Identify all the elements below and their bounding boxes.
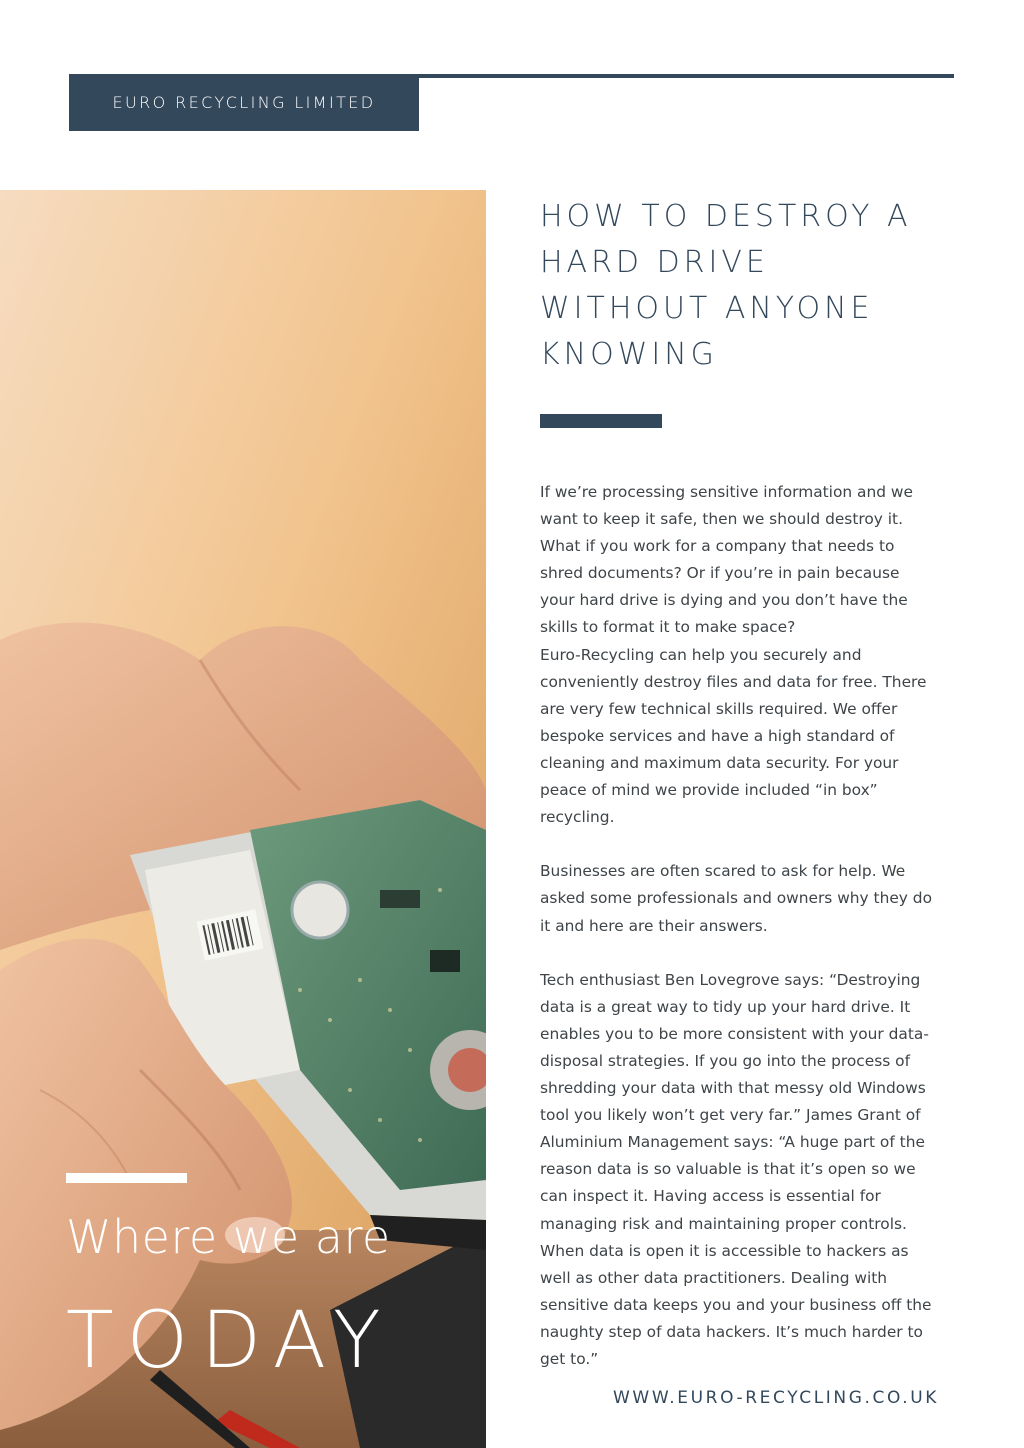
text-line: are very few technical skills required. We offer bbox=[540, 699, 898, 718]
text-line: When data is open it is accessible to hackers as bbox=[540, 1241, 909, 1260]
text-line: What if you work for a company that needs to bbox=[540, 537, 895, 556]
text-line: get to.” bbox=[540, 1350, 599, 1368]
text-line: peace of mind we provide included “in box” bbox=[540, 781, 878, 800]
paragraph-1 bbox=[540, 479, 960, 831]
text-line: skills to format it to make space? bbox=[540, 618, 796, 637]
text-line: shredding your data with that messy old Windows bbox=[540, 1079, 926, 1098]
text-line: shred documents? Or if you’re in pain because bbox=[540, 564, 900, 583]
brand-name: EURO RECYCLING LIMITED bbox=[112, 93, 376, 112]
headline-line: WITHOUT ANYONE bbox=[540, 291, 874, 326]
headline-line: HARD DRIVE bbox=[540, 245, 769, 280]
paragraph-gap bbox=[540, 831, 960, 858]
hero-rule bbox=[66, 1173, 187, 1183]
text-line: can inspect it. Having access is essential for bbox=[540, 1187, 881, 1206]
text-line: want to keep it safe, then we should destroy it. bbox=[540, 510, 903, 529]
hero-title: TODAY bbox=[66, 1296, 394, 1386]
text-line: tool you likely won’t get very far.” James Grant of bbox=[540, 1106, 921, 1125]
headline-line: HOW TO DESTROY A bbox=[540, 199, 912, 234]
text-line: data is a great way to tidy up your hard drive. It bbox=[540, 997, 911, 1016]
text-line: it and here are their answers. bbox=[540, 916, 768, 935]
text-line: disposal strategies. If you go into the process of bbox=[540, 1051, 910, 1070]
article-body bbox=[540, 479, 960, 1373]
text-line: your hard drive is dying and you don’t have the bbox=[540, 591, 908, 610]
article-headline bbox=[540, 194, 970, 378]
headline-line: KNOWING bbox=[540, 337, 718, 372]
text-line: Euro-Recycling can help you securely and bbox=[540, 645, 862, 664]
website-link[interactable]: WWW.EURO-RECYCLING.CO.UK bbox=[613, 1388, 940, 1408]
text-line: reason data is so valuable is that it’s open so we bbox=[540, 1160, 916, 1179]
text-line: managing risk and maintaining proper controls. bbox=[540, 1214, 907, 1233]
text-line: recycling. bbox=[540, 808, 615, 827]
text-line: sensitive data keeps you and your business off the bbox=[540, 1295, 932, 1314]
paragraph-3 bbox=[540, 967, 960, 1373]
paragraph-gap bbox=[540, 940, 960, 967]
text-line: bespoke services and have a high standard of bbox=[540, 726, 895, 745]
text-line: asked some professionals and owners why they do bbox=[540, 889, 932, 908]
text-line: enables you to be more consistent with your data- bbox=[540, 1024, 929, 1043]
text-line: cleaning and maximum data security. For your bbox=[540, 753, 899, 772]
text-line: If we’re processing sensitive information and we bbox=[540, 483, 913, 501]
hero-subtitle: Where we are bbox=[66, 1210, 391, 1264]
headline-rule bbox=[540, 414, 662, 428]
text-line: Businesses are often scared to ask for help. We bbox=[540, 862, 906, 881]
text-line: well as other data practitioners. Dealing with bbox=[540, 1268, 888, 1287]
text-line: conveniently destroy files and data for free. There bbox=[540, 672, 927, 691]
brand-banner bbox=[69, 74, 419, 131]
text-line: naughty step of data hackers. It’s much harder to bbox=[540, 1322, 923, 1341]
text-line: Aluminium Management says: “A huge part of the bbox=[540, 1133, 925, 1152]
paragraph-2 bbox=[540, 858, 960, 939]
text-line: Tech enthusiast Ben Lovegrove says: “Destroying bbox=[540, 970, 921, 989]
